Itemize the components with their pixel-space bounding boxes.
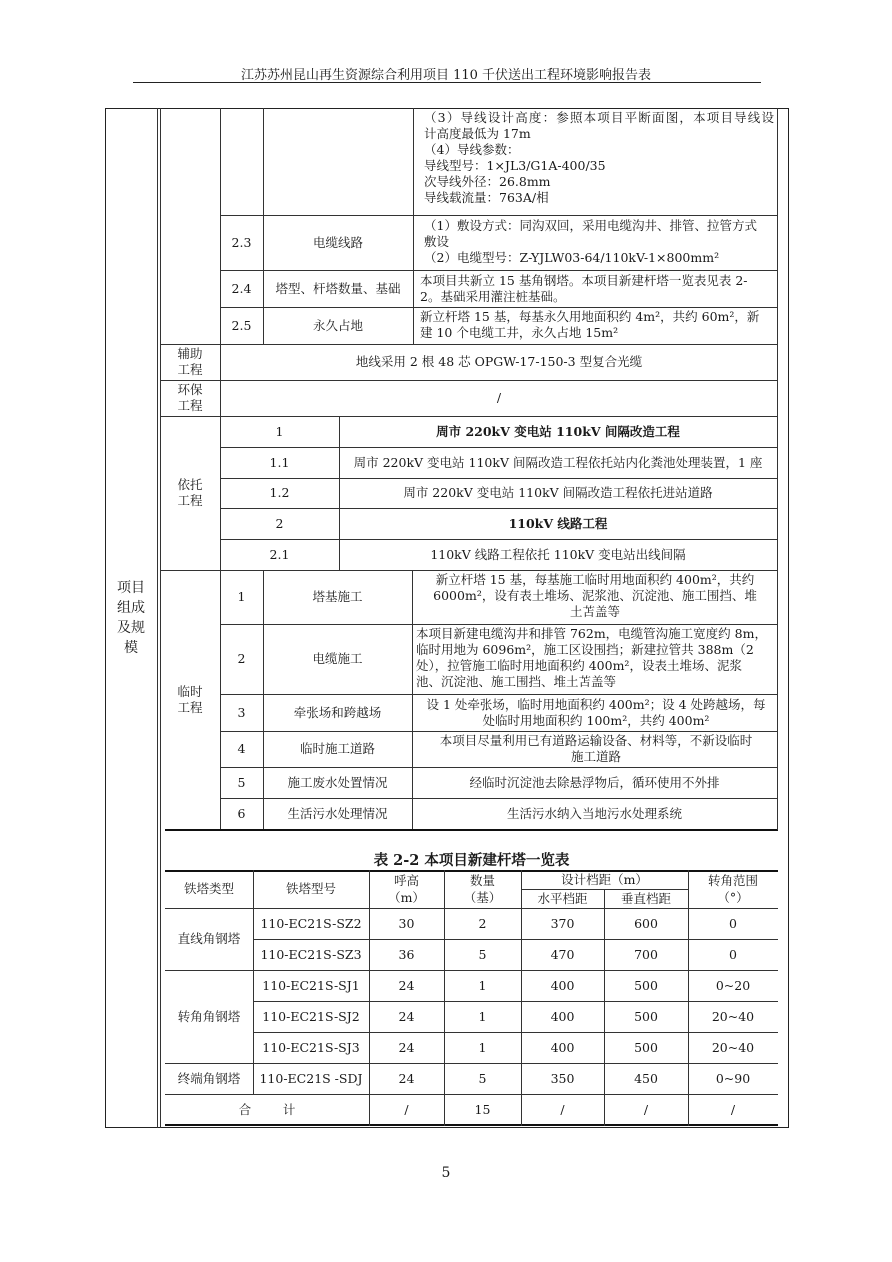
group-type: 转角角钢塔	[177, 1008, 241, 1024]
auxiliary-label: 辅助工程	[177, 346, 203, 377]
environmental-content: /	[496, 390, 502, 405]
tower-count: 1	[478, 977, 487, 993]
temporary-row-item: 牵张场和跨越场	[293, 704, 382, 720]
auxiliary-content: 地线采用 2 根 48 芯 OPGW-17-150-3 型复合光缆	[355, 354, 643, 369]
header-tower-type: 铁塔类型	[183, 881, 234, 896]
tower-count: 5	[478, 1070, 487, 1086]
horizontal-span: 470	[550, 946, 575, 962]
total-horizontal: /	[560, 1101, 565, 1117]
temporary-row-content: 生活污水纳入当地污水处理系统	[506, 805, 682, 821]
tower-height: 30	[398, 915, 415, 931]
temporary-row-number: 1	[237, 589, 246, 604]
dependent-row-content: 110kV 线路工程	[508, 515, 608, 531]
tower-height: 24	[398, 1070, 415, 1086]
tower-model: 110-EC21S-SJ1	[262, 977, 360, 993]
row-content: （1）敷设方式：同沟双回，采用电缆沟井、排管、拉管方式 敷设 （2）电缆型号：Z-YJLW03-64/110kV-1×800mm²	[424, 218, 757, 265]
table-2-2-caption: 表 2-2 本项目新建杆塔一览表	[373, 852, 570, 869]
vertical-span: 450	[634, 1070, 658, 1086]
angle-range: 0	[729, 915, 737, 931]
dependent-row-number: 1	[275, 423, 284, 439]
total-vertical: /	[643, 1101, 649, 1117]
tower-count: 1	[478, 1008, 487, 1024]
angle-range: 0~90	[715, 1070, 751, 1086]
total-count: 15	[474, 1101, 491, 1117]
temporary-row-item: 生活污水处理情况	[287, 805, 388, 821]
row-content: 本项目共新立 15 基角钢塔。本项目新建杆塔一览表见表 2- 2。基础采用灌注桩基础。	[420, 273, 748, 304]
tower-count: 1	[478, 1039, 487, 1055]
angle-range: 0	[729, 946, 737, 962]
tower-model: 110-EC21S -SDJ	[259, 1070, 363, 1086]
total-angle: /	[730, 1101, 736, 1117]
page-number: 5	[441, 1165, 451, 1181]
temporary-row-content: 本项目新建电缆沟井和排管 762m，电缆管沟施工宽度约 8m， 临时用地为 6096m²，施工区设围挡；新建拉管共 388m（2 处），拉管施工临时用地面积约 400m²，设表土堆场、泥浆 池、沉淀池、施工围挡、堆土苫盖等	[416, 626, 767, 689]
temporary-row-content: 设 1 处牵张场，临时用地面积约 400m²；设 4 处跨越场，每 处临时用地面积约 100m²，共约 400m²	[426, 697, 766, 728]
header-horizontal-span: 水平档距	[537, 890, 588, 906]
dependent-row-content: 周市 220kV 变电站 110kV 间隔改造工程依托站内化粪池处理装置，1 座	[353, 454, 763, 470]
temporary-row-number: 5	[237, 774, 246, 790]
group-type: 终端角钢塔	[177, 1070, 241, 1086]
row-number: 2.4	[231, 280, 252, 296]
total-height: /	[404, 1101, 409, 1117]
tower-height: 24	[398, 1039, 415, 1055]
tower-model: 110-EC21S-SZ3	[260, 946, 362, 962]
header-count: 数量 （基）	[463, 873, 502, 905]
tower-count: 2	[478, 915, 487, 931]
tower-model: 110-EC21S-SZ2	[260, 915, 362, 931]
dependent-label: 依托工程	[177, 477, 203, 508]
horizontal-span: 370	[550, 915, 575, 931]
row-item: 电缆线路	[312, 234, 363, 250]
temporary-row-content: 新立杆塔 15 基，每基施工临时用地面积约 400m²，共约 6000m²，设有表土堆场、泥浆池、沉淀池、施工围挡、堆 土苫盖等	[433, 572, 757, 619]
temporary-row-item: 施工废水处置情况	[287, 774, 388, 790]
vertical-span: 700	[634, 946, 658, 962]
header-height: 呼高 （m）	[388, 873, 425, 905]
tower-height: 24	[398, 977, 415, 993]
temporary-label: 临时工程	[177, 684, 203, 715]
row-item: 永久占地	[312, 317, 363, 333]
dependent-row-content: 周市 220kV 变电站 110kV 间隔改造工程	[436, 423, 680, 439]
line-parameters-text: （3）导线设计高度：参照本项目平断面图，本项目导线设 计高度最低为 17m （4）导线参数： 导线型号：1×JL3/G1A-400/35 次导线外径：26.8mm 导线载流量：763A/相	[424, 110, 774, 205]
header-angle: 转角范围 （°）	[707, 873, 758, 905]
temporary-row-number: 6	[237, 805, 246, 821]
temporary-row-content: 经临时沉淀池去除悬浮物后，循环使用不外排	[469, 774, 720, 790]
group-type: 直线角钢塔	[177, 931, 241, 946]
dependent-row-number: 2	[275, 515, 284, 531]
tower-count: 5	[478, 946, 487, 962]
vertical-span: 500	[634, 1039, 658, 1055]
row-content: 新立杆塔 15 基，每基永久用地面积约 4m²，共约 60m²，新 建 10 个电缆工井，永久占地 15m²	[420, 309, 760, 340]
row-item: 塔型、杆塔数量、基础	[275, 280, 401, 296]
outer-label: 项目组成及规模	[117, 580, 145, 656]
row-number: 2.5	[231, 317, 252, 333]
header-tower-model: 铁塔型号	[285, 881, 336, 896]
vertical-span: 600	[634, 915, 658, 931]
angle-range: 20~40	[711, 1008, 755, 1024]
horizontal-span: 350	[550, 1070, 575, 1086]
tower-model: 110-EC21S-SJ3	[262, 1039, 360, 1055]
tower-height: 24	[398, 1008, 415, 1024]
angle-range: 0~20	[715, 977, 751, 993]
temporary-row-item: 塔基施工	[312, 589, 363, 604]
horizontal-span: 400	[550, 1039, 575, 1055]
tower-model: 110-EC21S-SJ2	[262, 1008, 360, 1024]
vertical-span: 500	[634, 977, 658, 993]
header-vertical-span: 垂直档距	[620, 890, 671, 906]
horizontal-span: 400	[550, 977, 575, 993]
environmental-label: 环保工程	[177, 382, 203, 413]
header-rule	[133, 82, 761, 83]
total-label: 合 计	[238, 1101, 296, 1117]
dependent-row-number: 1.2	[269, 485, 290, 500]
horizontal-span: 400	[550, 1008, 575, 1024]
temporary-row-number: 2	[237, 651, 246, 666]
report-title: 江苏苏州昆山再生资源综合利用项目 110 千伏送出工程环境影响报告表	[240, 68, 652, 83]
dependent-row-content: 周市 220kV 变电站 110kV 间隔改造工程依托进站道路	[403, 485, 713, 500]
temporary-row-number: 4	[237, 741, 246, 756]
temporary-row-number: 3	[237, 704, 246, 720]
temporary-row-item: 电缆施工	[312, 651, 363, 666]
temporary-row-content: 本项目尽量利用已有道路运输设备、材料等，不新设临时 施工道路	[439, 733, 753, 764]
dependent-row-content: 110kV 线路工程依托 110kV 变电站出线间隔	[430, 546, 686, 562]
dependent-row-number: 2.1	[269, 546, 290, 562]
row-number: 2.3	[231, 234, 252, 250]
dependent-row-number: 1.1	[269, 454, 290, 470]
tower-height: 36	[398, 946, 415, 962]
temporary-row-item: 临时施工道路	[299, 741, 375, 756]
angle-range: 20~40	[711, 1039, 755, 1055]
header-span: 设计档距（m）	[561, 871, 648, 887]
vertical-span: 500	[634, 1008, 658, 1024]
